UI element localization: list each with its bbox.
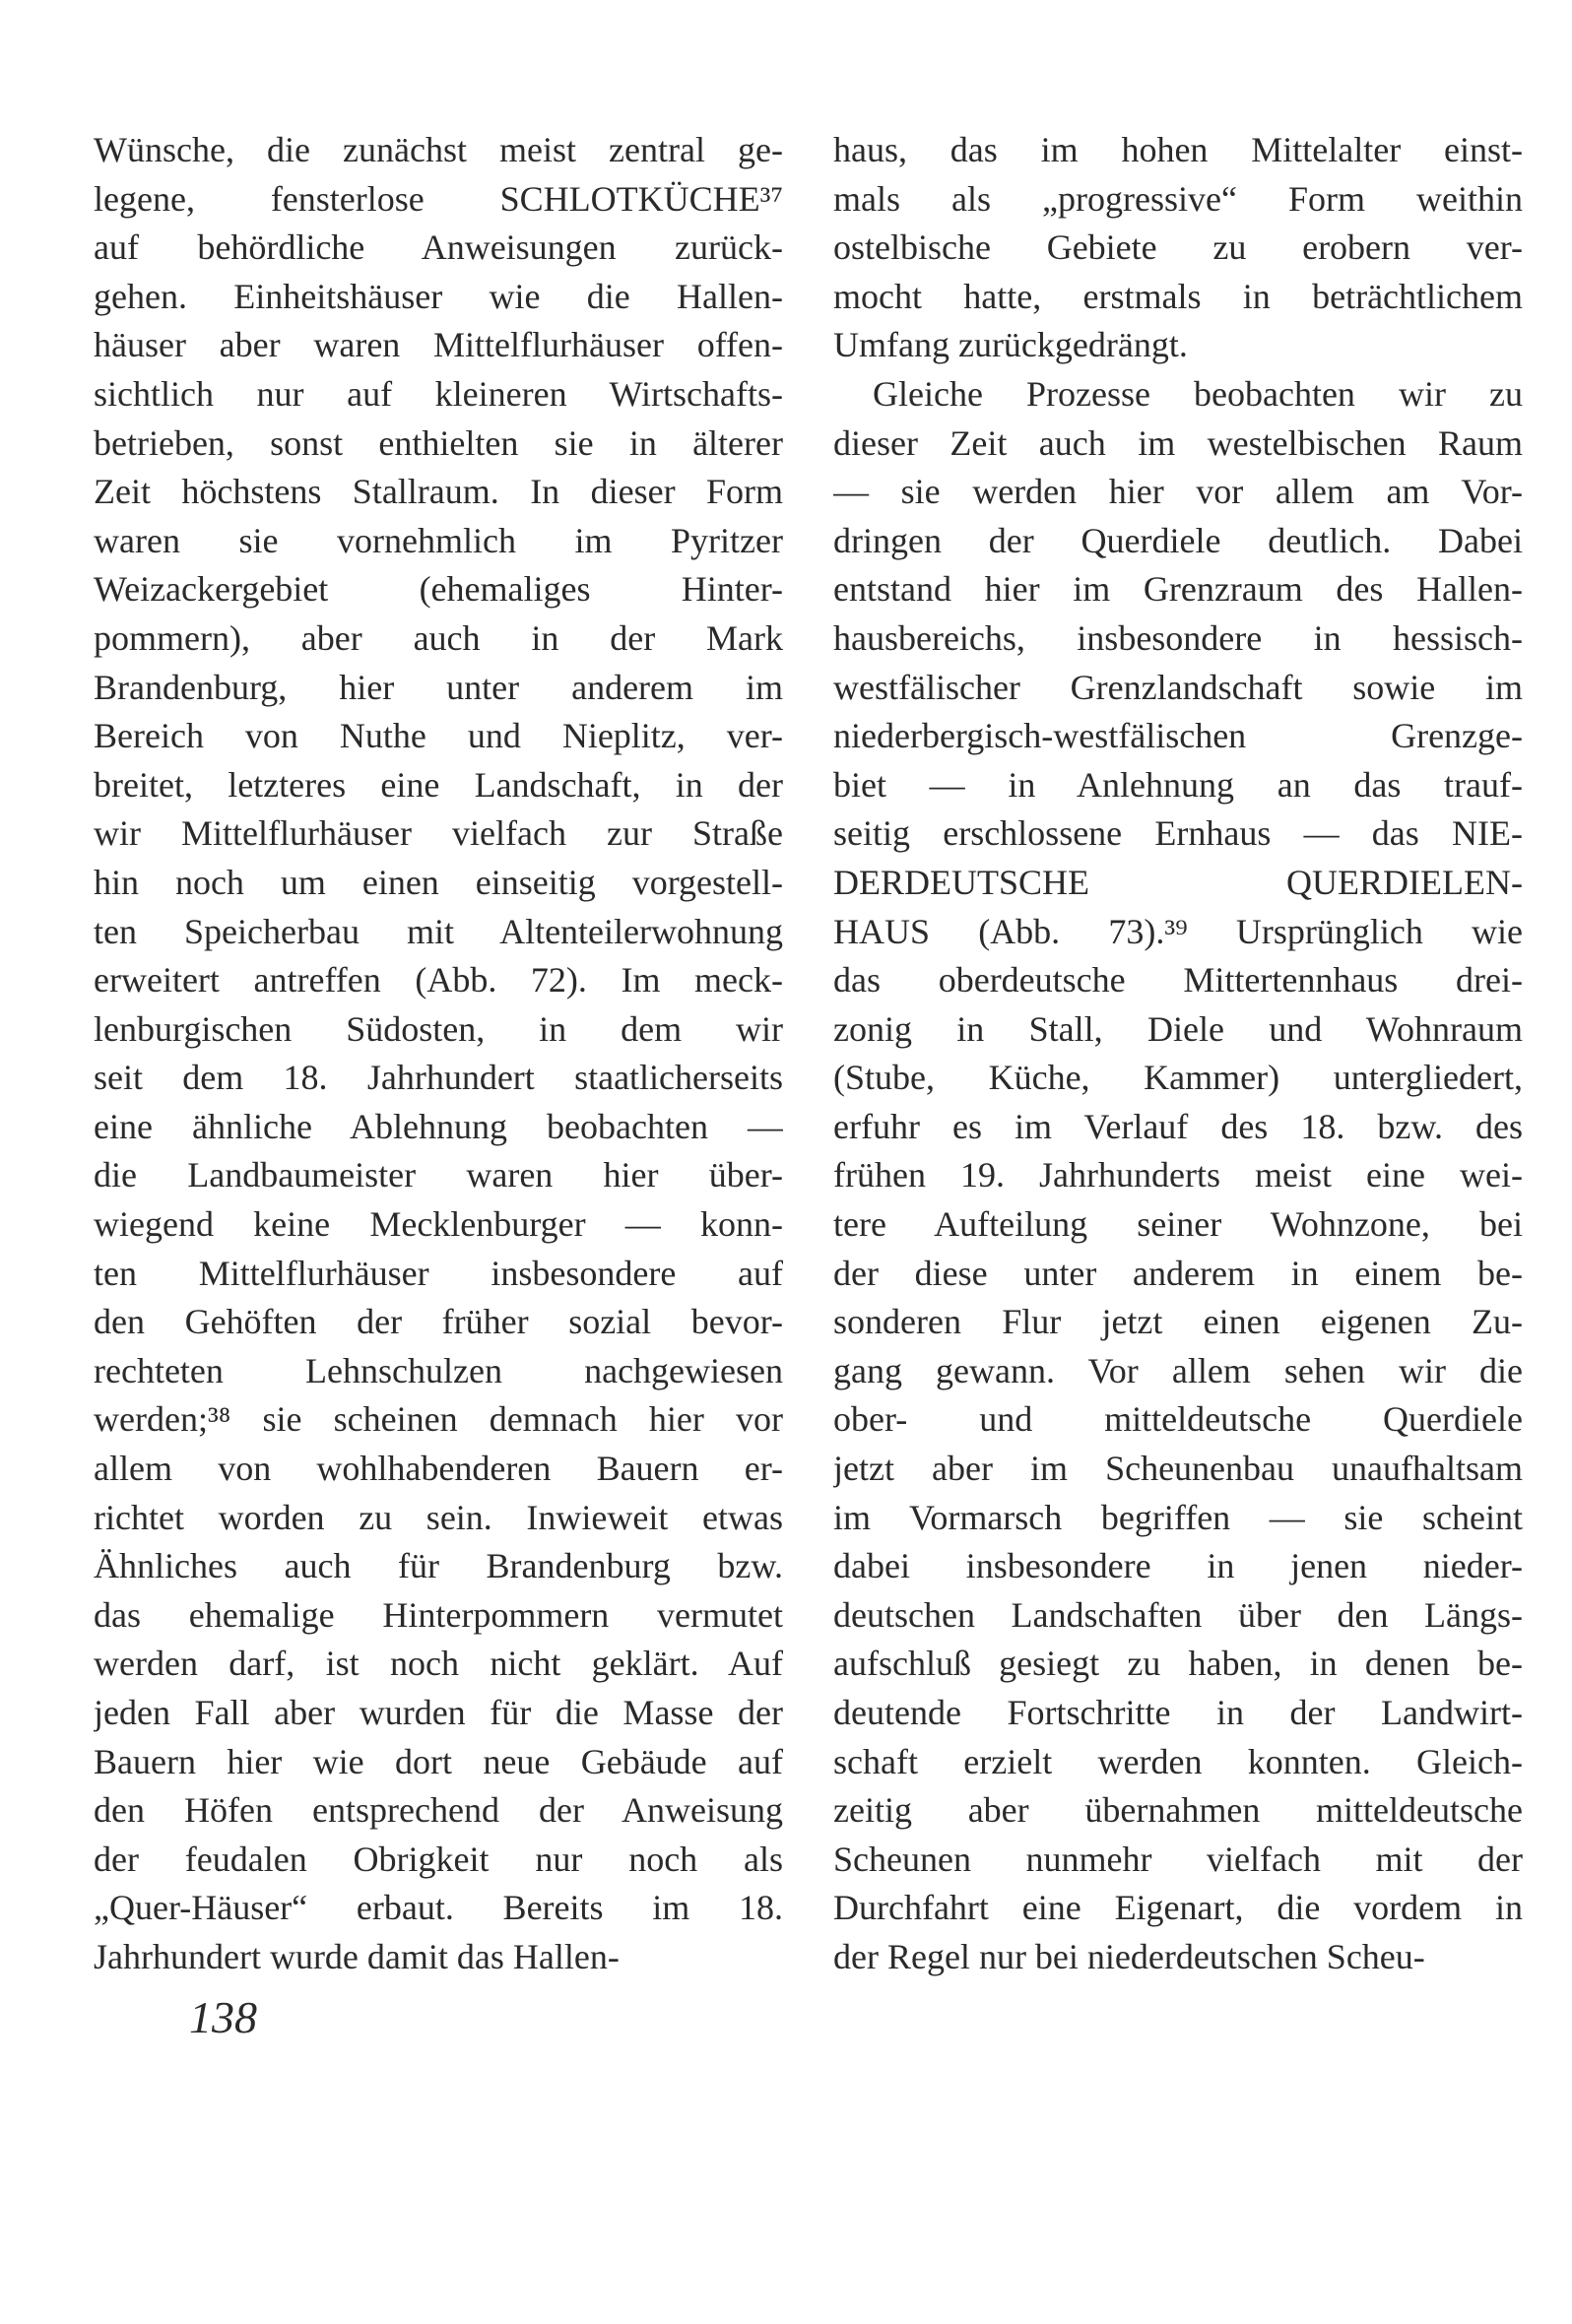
text-line: wiegend keine Mecklenburger — konn- xyxy=(94,1204,783,1245)
text-line: Ähnliches auch für Brandenburg bzw. xyxy=(94,1546,783,1586)
text-line: zeitig aber übernahmen mitteldeutsche xyxy=(833,1790,1523,1831)
text-line: dabei insbesondere in jenen nieder- xyxy=(833,1546,1523,1586)
text-line: „Quer-Häuser“ erbaut. Bereits im 18. xyxy=(94,1888,783,1928)
text-line: tere Aufteilung seiner Wohnzone, bei xyxy=(833,1204,1523,1245)
text-line: pommern), aber auch in der Mark xyxy=(94,617,783,658)
text-line: Jahrhundert wurde damit das Hallen- xyxy=(94,1936,620,1976)
text-line: ober- und mitteldeutsche Querdiele xyxy=(833,1399,1523,1440)
text-line: hin noch um einen einseitig vorgestell- xyxy=(94,862,783,902)
text-line: das ehemalige Hinterpommern vermutet xyxy=(94,1594,783,1635)
text-line: — sie werden hier vor allem am Vor- xyxy=(833,472,1523,512)
text-line: werden darf, ist noch nicht geklärt. Auf xyxy=(94,1644,783,1684)
text-line: haus, das im hohen Mittelalter einst- xyxy=(833,130,1523,169)
text-line: der feudalen Obrigkeit nur noch als xyxy=(94,1839,783,1879)
text-line: das oberdeutsche Mittertennhaus drei- xyxy=(833,960,1523,1001)
text-line: legene, fensterlose SCHLOTKÜCHE³⁷ xyxy=(94,178,783,219)
text-line: Weizackergebiet (ehemaliges Hinter- xyxy=(94,569,783,610)
text-line: gang gewann. Vor allem sehen wir die xyxy=(833,1350,1523,1390)
text-line: seit dem 18. Jahrhundert staatlicherseits xyxy=(94,1058,783,1098)
text-line: Zeit höchstens Stallraum. In dieser Form xyxy=(94,472,783,512)
text-line: niederbergisch-westfälischen Grenzge- xyxy=(833,716,1523,756)
text-line: Brandenburg, hier unter anderem im xyxy=(94,667,783,707)
text-line: frühen 19. Jahrhunderts meist eine wei- xyxy=(833,1155,1523,1195)
text-line: ten Speicherbau mit Altenteilerwohnung xyxy=(94,911,783,951)
text-line: Durchfahrt eine Eigenart, die vordem in xyxy=(833,1888,1523,1928)
text-line: jeden Fall aber wurden für die Masse der xyxy=(94,1693,783,1732)
text-line: mocht hatte, erstmals in beträchtlichem xyxy=(833,276,1523,316)
text-line: DERDEUTSCHE QUERDIELEN- xyxy=(833,862,1523,902)
text-line: der diese unter anderem in einem be- xyxy=(833,1253,1523,1293)
text-line: Umfang zurückgedrängt. xyxy=(833,325,1188,365)
text-line: mals als „progressive“ Form weithin xyxy=(833,178,1523,219)
text-line: jetzt aber im Scheunenbau unaufhaltsam xyxy=(833,1449,1523,1489)
text-line: schaft erzielt werden konnten. Gleich- xyxy=(833,1741,1523,1781)
text-line: erfuhr es im Verlauf des 18. bzw. des xyxy=(833,1106,1523,1146)
text-line: waren sie vornehmlich im Pyritzer xyxy=(94,520,783,560)
text-line: rechteten Lehnschulzen nachgewiesen xyxy=(94,1350,783,1390)
text-line: deutende Fortschritte in der Landwirt- xyxy=(833,1693,1523,1732)
text-line: allem von wohlhabenderen Bauern er- xyxy=(94,1449,783,1489)
text-line: wir Mittelflurhäuser vielfach zur Straße xyxy=(94,813,783,854)
left-text-column xyxy=(94,126,783,1982)
text-line: dieser Zeit auch im westelbischen Raum xyxy=(833,422,1523,463)
text-line: Gleiche Prozesse beobachten wir zu xyxy=(873,373,1523,414)
text-line: eine ähnliche Ablehnung beobachten — xyxy=(94,1106,783,1146)
page-number: 138 xyxy=(189,1992,257,2042)
text-line: erweitert antreffen (Abb. 72). Im meck- xyxy=(94,960,783,1001)
text-line: gehen. Einheitshäuser wie die Hallen- xyxy=(94,276,783,316)
right-text-column xyxy=(833,126,1523,1982)
text-line: sonderen Flur jetzt einen eigenen Zu- xyxy=(833,1302,1523,1342)
text-line: ostelbische Gebiete zu erobern ver- xyxy=(833,227,1523,268)
text-line: den Gehöften der früher sozial bevor- xyxy=(94,1302,783,1342)
text-line: Bauern hier wie dort neue Gebäude auf xyxy=(94,1741,783,1781)
text-line: lenburgischen Südosten, in dem wir xyxy=(94,1008,783,1049)
text-line: deutschen Landschaften über den Längs- xyxy=(833,1594,1523,1635)
text-line: seitig erschlossene Ernhaus — das NIE- xyxy=(833,813,1523,854)
text-line: die Landbaumeister waren hier über- xyxy=(94,1155,783,1195)
text-line: sichtlich nur auf kleineren Wirtschafts- xyxy=(94,373,783,414)
text-line: häuser aber waren Mittelflurhäuser offen- xyxy=(94,325,783,365)
text-line: aufschluß gesiegt zu haben, in denen be- xyxy=(833,1644,1523,1684)
text-line: (Stube, Küche, Kammer) untergliedert, xyxy=(833,1058,1523,1098)
text-line: der Regel nur bei niederdeutschen Scheu- xyxy=(833,1936,1425,1976)
text-line: zonig in Stall, Diele und Wohnraum xyxy=(833,1008,1523,1049)
text-line: Wünsche, die zunächst meist zentral ge- xyxy=(94,130,783,169)
text-line: biet — in Anlehnung an das trauf- xyxy=(833,764,1523,805)
text-line: HAUS (Abb. 73).³⁹ Ursprünglich wie xyxy=(833,911,1523,951)
text-line: westfälischer Grenzlandschaft sowie im xyxy=(833,667,1523,707)
text-line: Bereich von Nuthe und Nieplitz, ver- xyxy=(94,716,783,756)
text-line: betrieben, sonst enthielten sie in älterer xyxy=(94,422,783,463)
text-line: ten Mittelflurhäuser insbesondere auf xyxy=(94,1253,783,1293)
text-line: werden;³⁸ sie scheinen demnach hier vor xyxy=(94,1399,783,1440)
text-line: auf behördliche Anweisungen zurück- xyxy=(94,227,783,268)
text-line: entstand hier im Grenzraum des Hallen- xyxy=(833,569,1523,610)
text-line: dringen der Querdiele deutlich. Dabei xyxy=(833,520,1523,560)
text-line: Scheunen nunmehr vielfach mit der xyxy=(833,1839,1523,1879)
text-line: richtet worden zu sein. Inwieweit etwas xyxy=(94,1497,783,1537)
text-line: hausbereichs, insbesondere in hessisch- xyxy=(833,617,1523,658)
text-line: im Vormarsch begriffen — sie scheint xyxy=(833,1497,1523,1537)
text-line: den Höfen entsprechend der Anweisung xyxy=(94,1790,783,1831)
text-line: breitet, letzteres eine Landschaft, in der xyxy=(94,764,783,805)
